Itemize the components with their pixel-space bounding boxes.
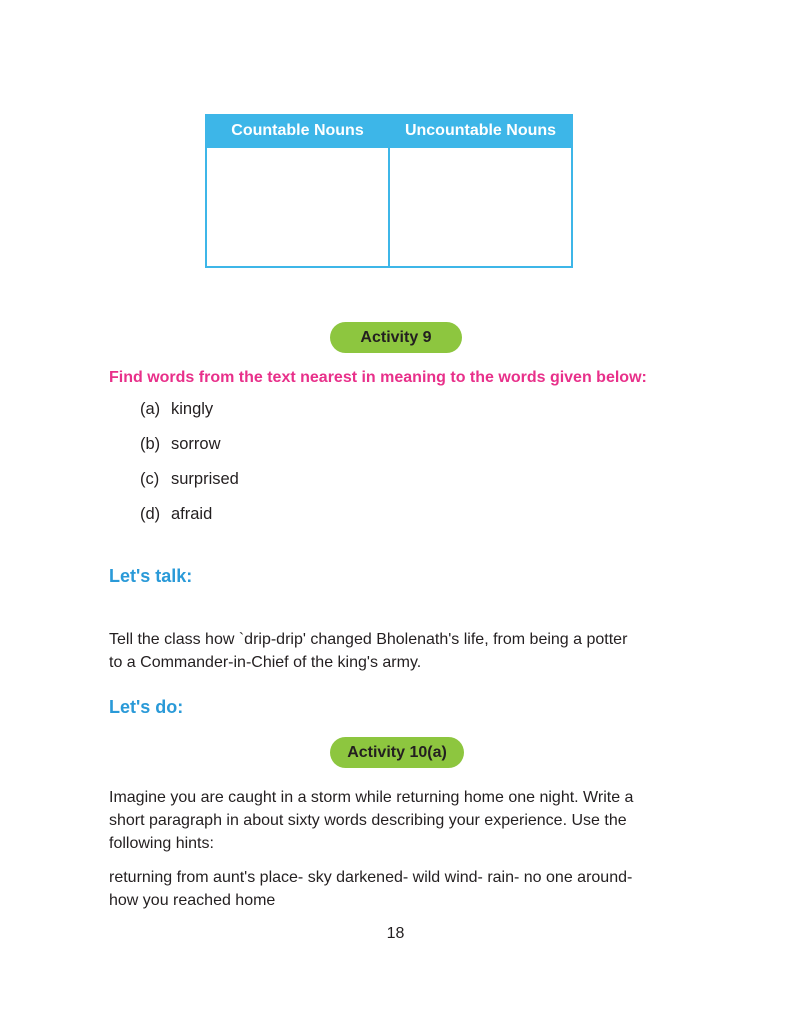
option-marker: (c) [140,470,160,488]
lets-talk-paragraph [109,628,627,674]
option-text: sorrow [171,435,221,453]
paragraph-line: Imagine you are caught in a storm while returning home one night. Write a [109,789,634,806]
activity-9-instruction: Find words from the text nearest in meaning to the words given below: [109,369,647,386]
option-marker: (d) [140,505,161,523]
paragraph-line: short paragraph in about sixty words describing your experience. Use the [109,812,627,829]
hint-line: returning from aunt's place- sky darkened- wild wind- rain- no one around- [109,869,633,886]
option-text: surprised [171,470,239,488]
list-item [140,505,239,540]
page-number: 18 [386,925,405,942]
paragraph-line: Tell the class how `drip-drip' changed Bholenath's life, from being a potter [109,631,628,648]
paragraph-line: following hints: [109,835,214,852]
activity-10a-hints [109,866,632,912]
uncountable-nouns-column [388,116,571,266]
option-marker: (b) [140,435,161,453]
list-item [140,470,239,505]
option-text: afraid [171,505,213,523]
option-text: kingly [171,400,214,418]
option-marker: (a) [140,400,161,418]
lets-talk-heading: Let's talk: [109,566,193,586]
list-item [140,400,239,435]
activity-9-badge: Activity 9 [330,322,462,353]
paragraph-line: to a Commander-in-Chief of the king's army. [109,654,422,671]
noun-table [205,114,573,268]
hint-line: how you reached home [109,892,276,909]
activity-10a-badge: Activity 10(a) [330,737,464,768]
countable-nouns-cell [207,148,388,266]
uncountable-nouns-header: Uncountable Nouns [390,116,571,148]
list-item [140,435,239,470]
countable-nouns-header: Countable Nouns [207,116,388,148]
countable-nouns-column [207,116,388,266]
activity-10a-paragraph [109,786,633,855]
options-list [140,400,239,540]
lets-do-heading: Let's do: [109,697,184,717]
uncountable-nouns-cell [390,148,571,266]
